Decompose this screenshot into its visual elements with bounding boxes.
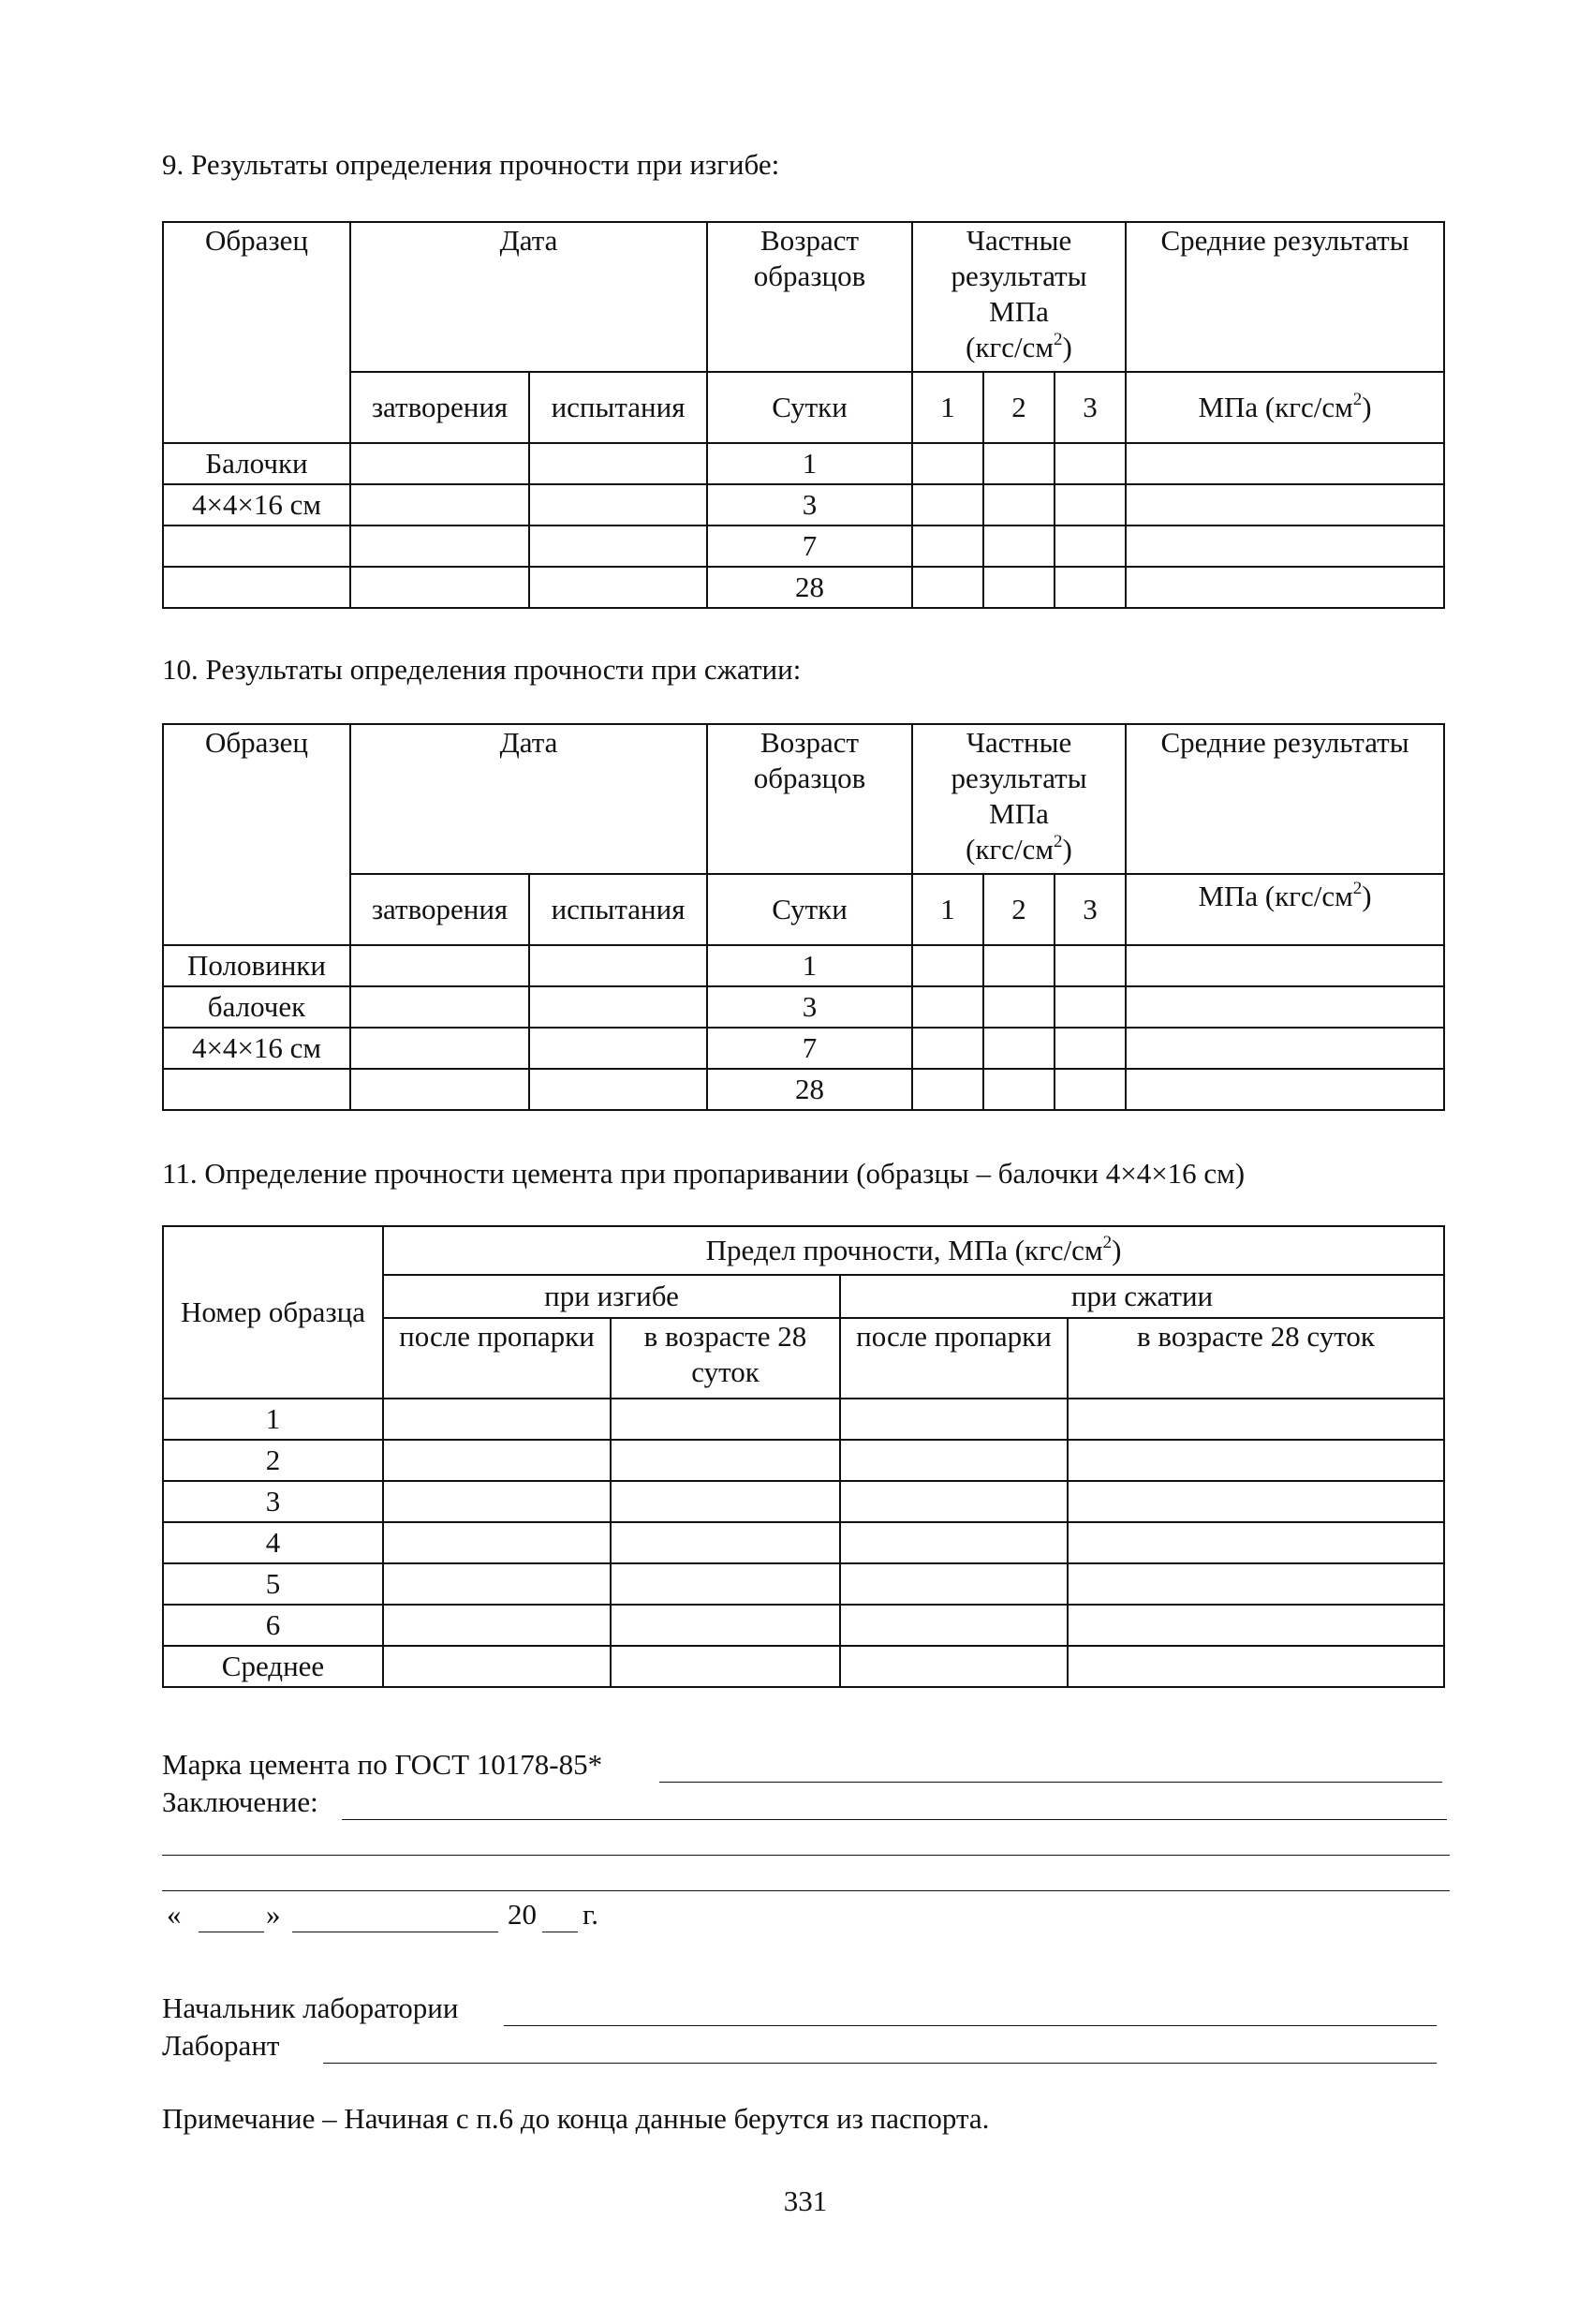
- header-age: Возраст образцов: [707, 724, 912, 874]
- table-row: [163, 443, 1444, 484]
- header-partial-results: Частные результаты МПа $(кгс/см^2)$: [912, 222, 1126, 372]
- table-row: [163, 1563, 1444, 1605]
- header-col-2: 2: [983, 874, 1055, 945]
- section-9-heading: 9. Результаты определения прочности при изгибе:: [162, 148, 780, 181]
- header-col-3: 3: [1055, 372, 1126, 443]
- header-average-results: Средние результаты: [1126, 724, 1444, 874]
- sample-number: 3: [163, 1481, 383, 1522]
- row-label: [163, 1069, 350, 1110]
- header-days: Сутки: [707, 874, 912, 945]
- lab-assistant-label: Лаборант: [162, 2029, 280, 2062]
- section-10-heading: 10. Результаты определения прочности при сжатии:: [162, 653, 802, 686]
- header-mixing: затворения: [350, 874, 529, 945]
- header-compression: при сжатии: [840, 1275, 1444, 1318]
- row-label: 4×4×16 см: [163, 1028, 350, 1069]
- header-col-1: 1: [912, 874, 983, 945]
- table-row: [163, 1028, 1444, 1069]
- sample-number: 1: [163, 1399, 383, 1440]
- row-days: 1: [707, 945, 912, 986]
- conclusion-line-2: [162, 1855, 1450, 1856]
- section-11-heading: 11. Определение прочности цемента при пропаривании (образцы – балочки 4×4×16 см): [162, 1157, 1246, 1190]
- header-age-28-bending: в возрасте 28 суток: [611, 1318, 840, 1399]
- steaming-strength-table: [162, 1225, 1445, 1688]
- row-label: балочек: [163, 986, 350, 1028]
- date-close-quote: »: [266, 1898, 281, 1931]
- table-row: [163, 567, 1444, 608]
- table-row: [163, 484, 1444, 525]
- lab-assistant-signature-line: [323, 2063, 1437, 2064]
- header-after-steaming-compression: после пропарки: [840, 1318, 1068, 1399]
- lab-head-label: Начальник лаборатории: [162, 1991, 459, 2024]
- header-date: Дата: [350, 222, 707, 372]
- row-days: 7: [707, 525, 912, 567]
- header-col-1: 1: [912, 372, 983, 443]
- page-number: 331: [783, 2184, 828, 2217]
- header-date: Дата: [350, 724, 707, 874]
- cement-grade-label: Марка цемента по ГОСТ 10178-85*: [162, 1748, 603, 1781]
- header-strength-limit: Предел прочности, МПа $(кгс/см^2)$: [383, 1226, 1444, 1275]
- average-row-label: Среднее: [163, 1646, 383, 1687]
- header-age-28-compression: в возрасте 28 суток: [1068, 1318, 1444, 1399]
- header-sample-number: Номер образца: [163, 1226, 383, 1399]
- row-label: [163, 567, 350, 608]
- header-sample: Образец: [163, 222, 350, 443]
- header-days: Сутки: [707, 372, 912, 443]
- header-average-unit: МПа $(кгс/см^2)$: [1126, 874, 1444, 945]
- lab-head-signature-line: [504, 2025, 1437, 2026]
- table-row: [163, 1522, 1444, 1563]
- header-col-3: 3: [1055, 874, 1126, 945]
- date-year-suffix: г.: [583, 1898, 598, 1931]
- sample-number: 6: [163, 1605, 383, 1646]
- compression-results-table: [162, 723, 1445, 1111]
- row-label: Балочки: [163, 443, 350, 484]
- row-label: [163, 525, 350, 567]
- sample-number: 5: [163, 1563, 383, 1605]
- note-text: Примечание – Начиная с п.6 до конца данные берутся из паспорта.: [162, 2102, 990, 2135]
- header-after-steaming-bending: после пропарки: [383, 1318, 611, 1399]
- conclusion-line-1: [342, 1819, 1447, 1820]
- table-row: [163, 525, 1444, 567]
- sample-number: 2: [163, 1440, 383, 1481]
- header-sample: Образец: [163, 724, 350, 945]
- table-row: [163, 945, 1444, 986]
- header-age: Возраст образцов: [707, 222, 912, 372]
- conclusion-line-3: [162, 1890, 1450, 1891]
- bending-results-table: [162, 221, 1445, 609]
- date-year-prefix: 20: [508, 1898, 537, 1931]
- header-average-results: Средние результаты: [1126, 222, 1444, 372]
- table-row: [163, 1069, 1444, 1110]
- row-label: Половинки: [163, 945, 350, 986]
- date-open-quote: «: [167, 1898, 182, 1931]
- header-testing: испытания: [529, 874, 707, 945]
- row-days: 1: [707, 443, 912, 484]
- header-partial-results: Частные результаты МПа $(кгс/см^2)$: [912, 724, 1126, 874]
- header-average-unit: МПа $(кгс/см^2)$: [1126, 372, 1444, 443]
- table-row: [163, 1481, 1444, 1522]
- sample-number: 4: [163, 1522, 383, 1563]
- header-bending: при изгибе: [383, 1275, 840, 1318]
- row-days: 28: [707, 567, 912, 608]
- row-days: 3: [707, 484, 912, 525]
- table-row: [163, 1399, 1444, 1440]
- header-col-2: 2: [983, 372, 1055, 443]
- table-row: [163, 1646, 1444, 1687]
- row-days: 3: [707, 986, 912, 1028]
- table-row: [163, 986, 1444, 1028]
- row-label: 4×4×16 см: [163, 484, 350, 525]
- header-mixing: затворения: [350, 372, 529, 443]
- header-testing: испытания: [529, 372, 707, 443]
- row-days: 7: [707, 1028, 912, 1069]
- table-row: [163, 1605, 1444, 1646]
- conclusion-label: Заключение:: [162, 1785, 318, 1818]
- row-days: 28: [707, 1069, 912, 1110]
- table-row: [163, 1440, 1444, 1481]
- cement-grade-line: [659, 1782, 1442, 1783]
